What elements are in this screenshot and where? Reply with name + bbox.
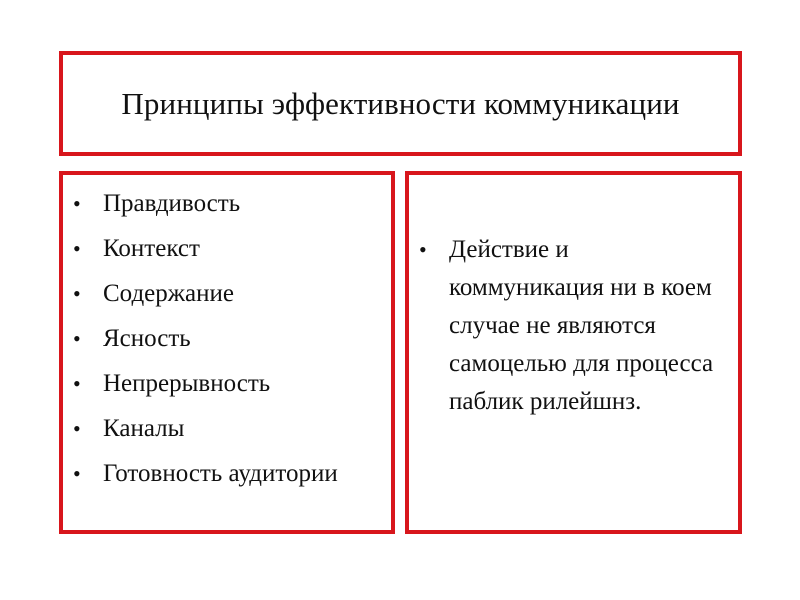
list-item-text: Правдивость <box>103 190 241 217</box>
list-item-text: Ясность <box>103 325 191 352</box>
page-title: Принципы эффективности коммуникации <box>121 85 680 121</box>
bullet-icon: • <box>73 191 81 216</box>
bullet-icon: • <box>73 326 81 351</box>
bullet-icon: • <box>73 371 81 396</box>
statement-text: Действие и коммуникация ни в коем случае не являются самоцелью для процесса паблик рилейшнз. <box>449 236 714 415</box>
statement-box <box>405 171 742 534</box>
list-item <box>69 411 385 447</box>
bullet-icon: • <box>73 461 81 486</box>
bullet-icon: • <box>73 416 81 441</box>
list-item-text: Содержание <box>103 280 234 307</box>
bullet-icon: • <box>73 236 81 261</box>
bullet-icon: • <box>419 237 427 262</box>
list-item-text: Непрерывность <box>103 370 271 397</box>
list-item <box>69 321 385 357</box>
principles-list-box <box>59 171 395 534</box>
list-item <box>69 276 385 312</box>
list-item <box>69 231 385 267</box>
statement-list <box>415 231 726 421</box>
title-box <box>59 51 742 156</box>
list-item <box>69 456 385 492</box>
list-item-text: Контекст <box>103 235 200 262</box>
principles-list <box>69 186 385 501</box>
bullet-icon: • <box>73 281 81 306</box>
list-item <box>69 366 385 402</box>
list-item <box>415 231 726 421</box>
list-item <box>69 186 385 222</box>
list-item-text: Готовность аудитории <box>103 460 338 487</box>
list-item-text: Каналы <box>103 415 185 442</box>
